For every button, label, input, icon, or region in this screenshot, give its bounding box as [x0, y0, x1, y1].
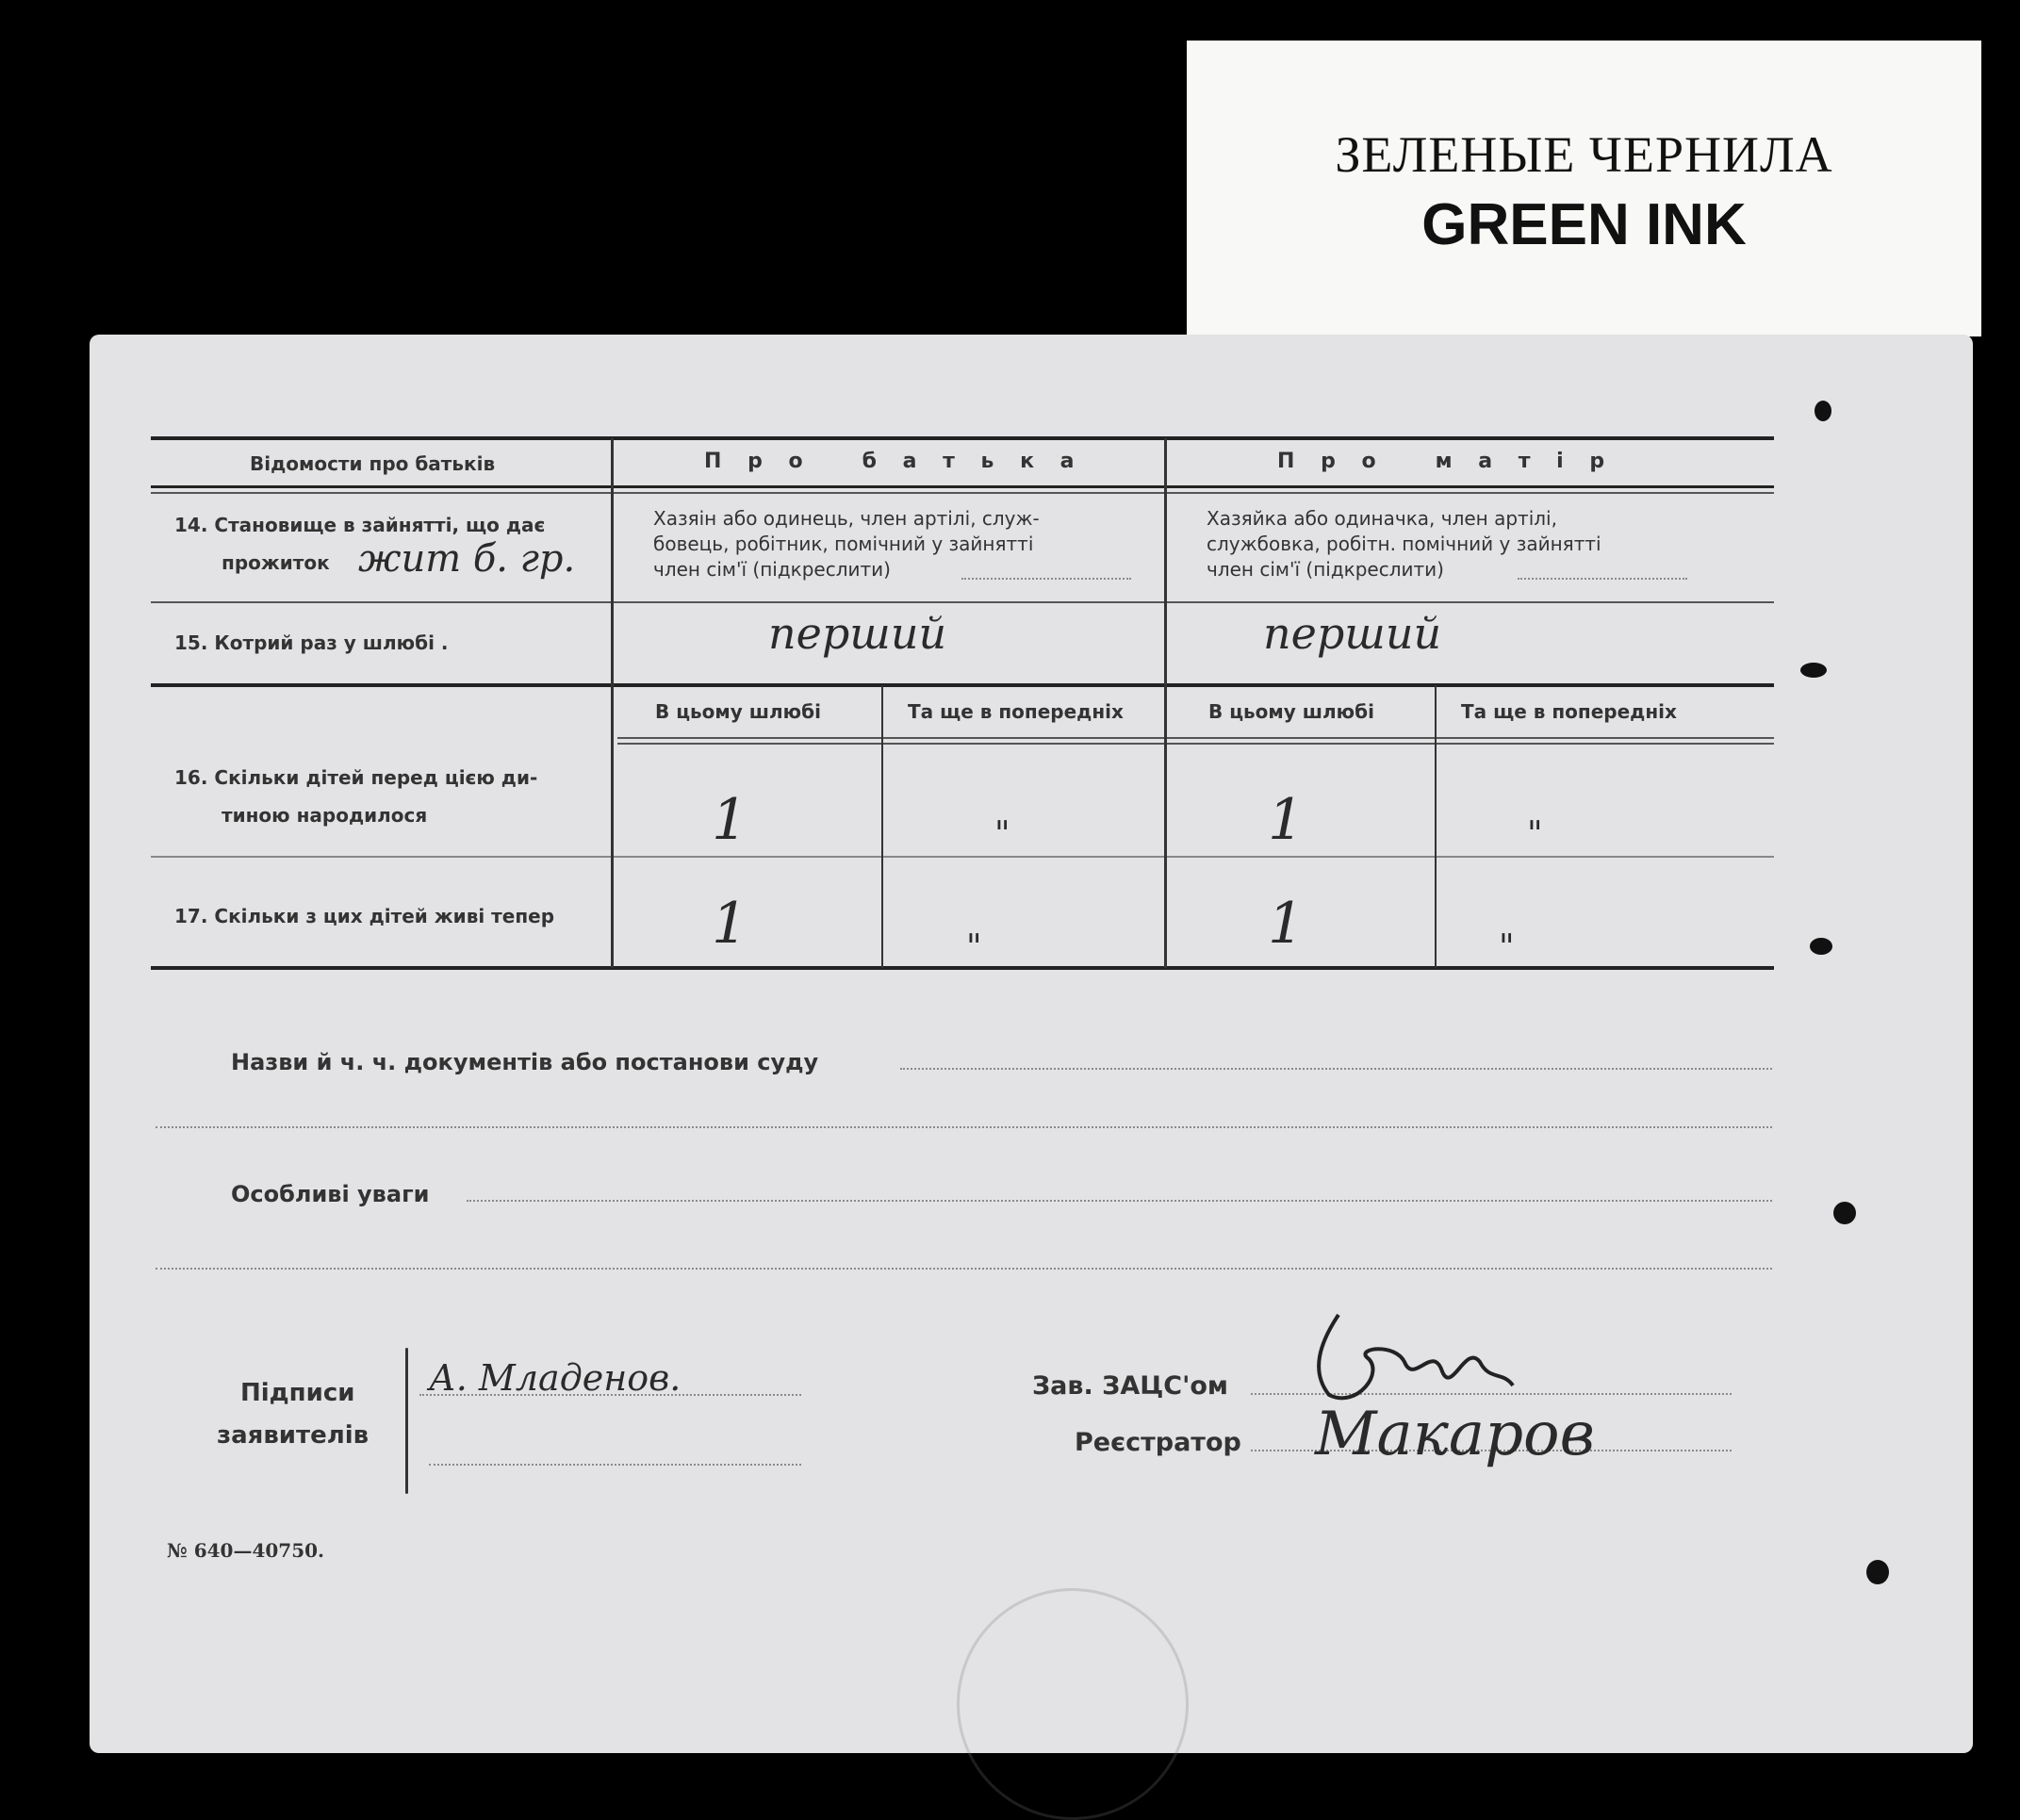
applicants-bracket	[405, 1348, 408, 1494]
subheader-mother-this: В цьому шлюбі	[1208, 700, 1374, 723]
row14-label-line1: 14. Становище в зайнятті, що дає	[174, 514, 546, 536]
subheader-father-prev: Та ще в попередніх	[908, 700, 1124, 723]
row16-father-this: 1	[712, 787, 748, 853]
row14-handwriting: жит б. гр.	[358, 537, 576, 581]
row16-label-line2: тиною народилося	[222, 804, 428, 827]
row14-label-line2: прожиток	[222, 551, 330, 574]
applicant-dots-2	[429, 1464, 801, 1466]
row14-mother-line2: службовка, робітн. помічний у зайнятті	[1207, 533, 1601, 555]
row14-mother-dots	[1518, 578, 1687, 580]
row17-label: 17. Скільки з цих дітей живі тепер	[174, 905, 555, 927]
row15-father-value: перший	[768, 608, 947, 659]
row14-mother-line3: член сім'ї (підкреслити)	[1207, 558, 1444, 581]
documents-dots-2	[156, 1126, 1772, 1128]
col-divider-1	[611, 438, 614, 968]
punch-hole	[1810, 938, 1832, 955]
registrar-label: Реєстратор	[1075, 1428, 1241, 1457]
col-divider-2	[1164, 438, 1167, 968]
row16-mother-this: 1	[1268, 787, 1305, 853]
applicant-dots-1	[419, 1394, 801, 1396]
row15-bottom-rule	[151, 683, 1774, 687]
punch-hole	[1833, 1202, 1856, 1224]
row17-father-prev: "	[966, 928, 982, 967]
row14-mother-line1: Хазяйка або одиначка, член артілі,	[1207, 507, 1557, 530]
row17-mother-prev: "	[1499, 928, 1515, 967]
header-col-info: Відомости про батьків	[250, 452, 496, 475]
document-sheet	[90, 335, 1973, 1753]
row15-label: 15. Котрий раз у шлюбі .	[174, 631, 449, 654]
header-col-father: П р о б а т ь к а	[704, 450, 1084, 473]
row16-label-line1: 16. Скільки дітей перед цією ди-	[174, 766, 538, 789]
registrar-signature: Макаров	[1315, 1400, 1595, 1469]
remarks-label: Особливі уваги	[231, 1181, 430, 1207]
subheader-rule-2	[617, 743, 1774, 745]
punch-hole	[1815, 401, 1831, 421]
row17-mother-this: 1	[1268, 891, 1305, 957]
applicant-signature: А. Младенов.	[429, 1357, 682, 1399]
form-number: № 640—40750.	[167, 1539, 324, 1562]
header-bottom-rule	[151, 485, 1774, 488]
header-col-mother: П р о м а т і р	[1277, 450, 1615, 473]
row14-father-dots	[961, 578, 1131, 580]
documents-dots-1	[900, 1068, 1772, 1070]
applicants-label-line2: заявителів	[217, 1421, 370, 1450]
head-signature-mark	[1301, 1305, 1518, 1409]
punch-hole	[1800, 663, 1827, 678]
subheader-rule	[617, 737, 1774, 739]
faint-stamp-mark	[957, 1588, 1189, 1820]
table-bottom-rule	[151, 966, 1774, 970]
row14-father-line2: бовець, робітник, помічний у зайнятті	[653, 533, 1034, 555]
row15-mother-value: перший	[1263, 608, 1442, 659]
table-top-rule	[151, 436, 1774, 440]
head-label: Зав. ЗАЦС'ом	[1032, 1371, 1228, 1401]
applicants-label-line1: Підписи	[240, 1379, 355, 1407]
remarks-dots-2	[156, 1268, 1772, 1270]
row16-bottom-rule	[151, 856, 1774, 858]
subheader-mother-prev: Та ще в попередніх	[1461, 700, 1677, 723]
label-title-en: GREEN INK	[1421, 192, 1747, 257]
row14-father-line1: Хазяін або одинець, член артілі, служ-	[653, 507, 1040, 530]
row17-father-this: 1	[712, 891, 748, 957]
row16-mother-prev: "	[1527, 815, 1543, 854]
label-title-ru: ЗЕЛЕНЫЕ ЧЕРНИЛА	[1335, 126, 1833, 183]
col-divider-4	[1435, 685, 1437, 968]
row16-father-prev: "	[994, 815, 1010, 854]
col-divider-3	[881, 685, 883, 968]
row14-father-line3: член сім'ї (підкреслити)	[653, 558, 891, 581]
row14-bottom-rule	[151, 601, 1774, 603]
punch-hole	[1866, 1560, 1889, 1584]
subheader-father-this: В цьому шлюбі	[655, 700, 821, 723]
header-bottom-rule-2	[151, 492, 1774, 494]
remarks-dots-1	[467, 1200, 1772, 1202]
documents-label: Назви й ч. ч. документів або постанови суду	[231, 1049, 819, 1075]
ink-label-card	[1187, 41, 1981, 336]
